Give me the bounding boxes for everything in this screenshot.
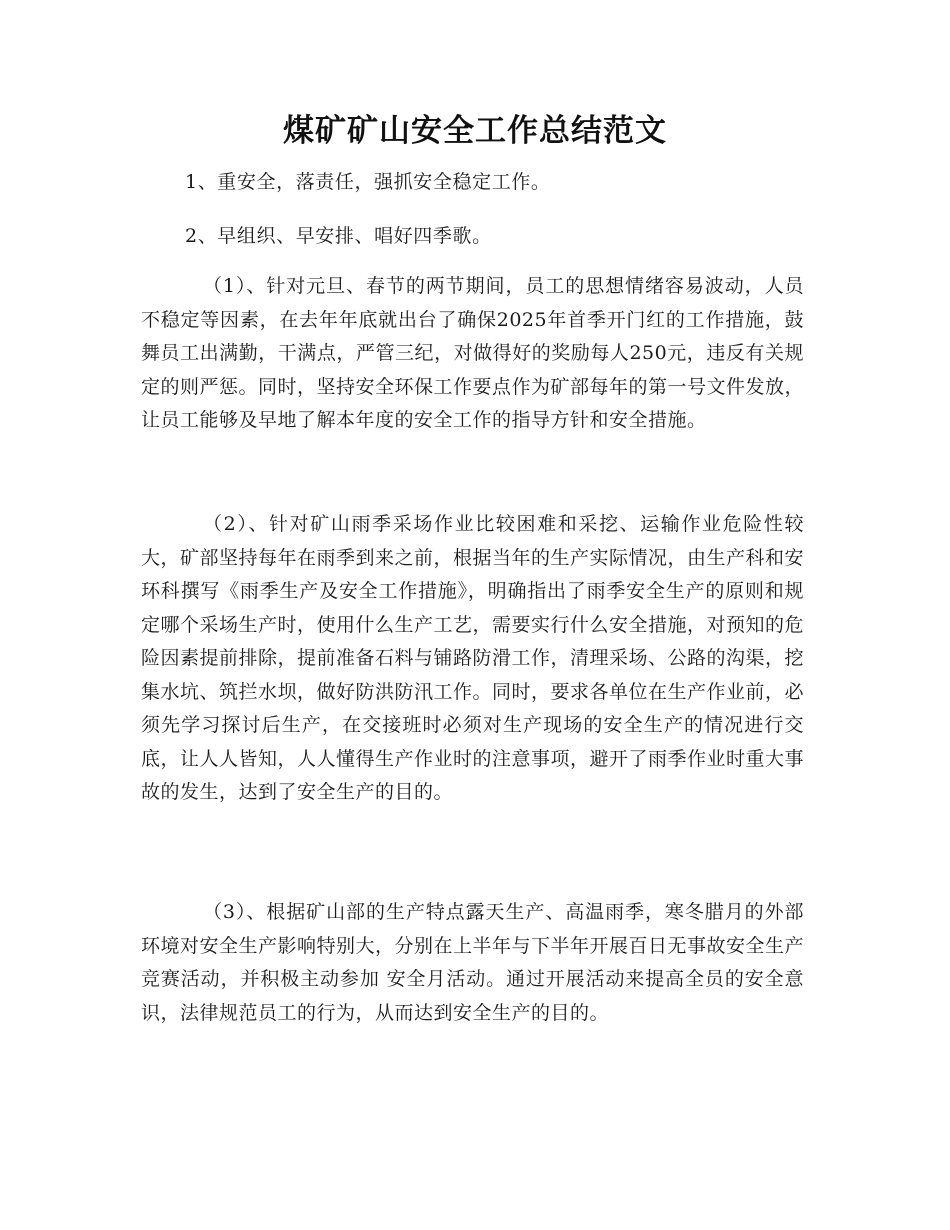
paragraph-2: （2）、针对矿山雨季采场作业比较困难和采挖、运输作业危险性较大，矿部坚持每年在雨季到来之前，根据当年的生产实际情况，由生产科和安环科撰写《雨季生产及安全工作措施》，明确指出了雨季安全生产的原则和规定哪个采场生产时，使用什么生产工艺，需要实行什么安全措施，对预知的危险因素提前排除，提前准备石料与铺路防滑工作，清理采场、公路的沟渠，挖集水坑、筑拦水坝，做好防洪防汛工作。同时，要求各单位在生产作业前，必须先学习探讨后生产，在交接班时必须对生产现场的安全生产的情况进行交底，让人人皆知，人人懂得生产作业时的注意事项，避开了雨季作业时重大事故的发生，达到了安全生产的目的。 — [141, 513, 805, 803]
list-item-2: 2、早组织、早安排、唱好四季歌。 — [185, 225, 492, 247]
paragraph-1: （1）、针对元旦、春节的两节期间，员工的思想情绪容易波动，人员不稳定等因素，在去年年底就出台了确保2025年首季开门红的工作措施，鼓舞员工出满勤，干满点，严管三纪，对做得好的奖励每人250元，违反有关规定的则严惩。同时，坚持安全环保工作要点作为矿部每年的第一号文件发放，让员工能够及早地了解本年度的安全工作的指导方针和安全措施。 — [141, 275, 805, 431]
document-title: 煤矿矿山安全工作总结范文 — [283, 113, 667, 149]
list-item-1: 1、重安全，落责任，强抓安全稳定工作。 — [185, 171, 551, 193]
paragraph-3: （3）、根据矿山部的生产特点露天生产、高温雨季，寒冬腊月的外部环境对安全生产影响特别大，分别在上半年与下半年开展百日无事故安全生产竞赛活动，并积极主动参加 安全月活动。通过开展活动来提高全员的安全意识，法律规范员工的行为，从而达到安全生产的目的。 — [141, 901, 805, 1024]
